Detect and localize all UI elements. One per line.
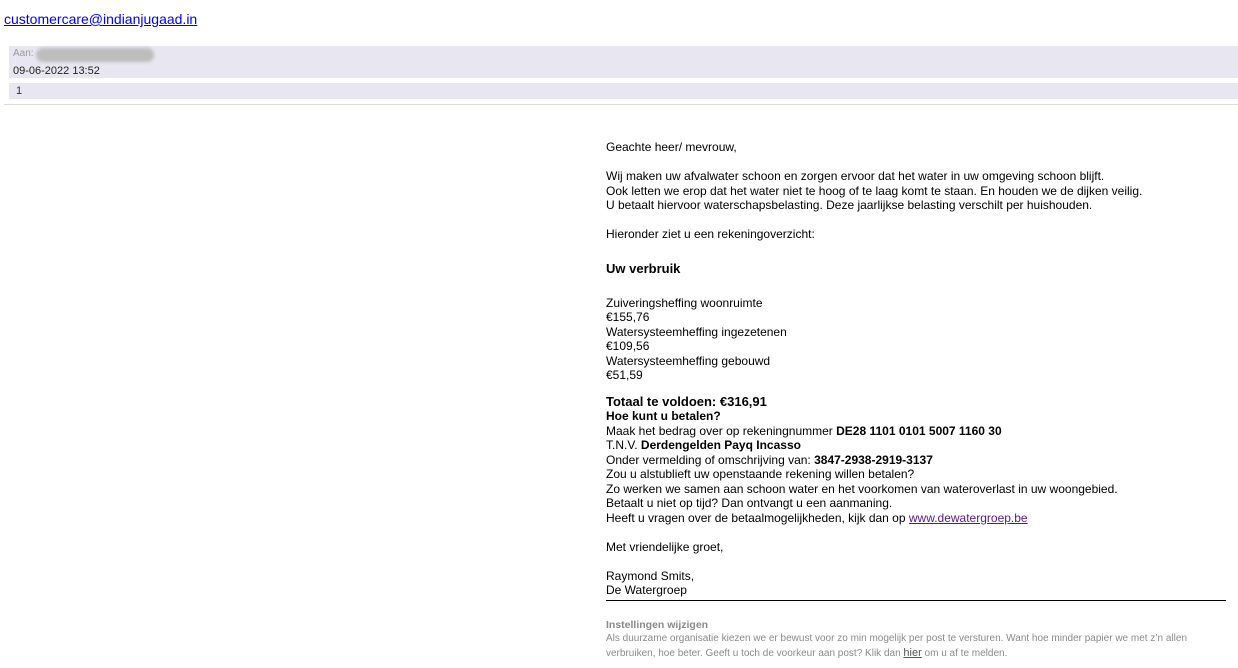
intro-line-3: U betaalt hiervoor waterschapsbelasting. Deze jaarlijkse belasting verschilt per huishouden. — [606, 198, 1093, 212]
intro-line-1: Wij maken uw afvalwater schoon en zorgen ervoor dat het water in uw omgeving schoon blijft. — [606, 169, 1105, 183]
closing: Met vriendelijke groet, — [606, 539, 724, 554]
tnv-line: T.N.V. Derdengelden Payq Incasso — [606, 438, 801, 452]
pay-request: Zou u alstublieft uw openstaande rekening willen betalen? — [606, 467, 915, 481]
late-line: Betaalt u niet op tijd? Dan ontvangt u een aanmaning. — [606, 496, 893, 510]
item-label: Watersysteemheffing gebouwd — [606, 353, 771, 368]
signer-name: Raymond Smits, — [606, 568, 695, 583]
iban-line: Maak het bedrag over op rekeningnummer DE28 1101 0101 5007 1160 30 — [606, 423, 1002, 438]
website-link[interactable]: www.dewatergroep.be — [908, 510, 1028, 525]
questions-line: Heeft u vragen over de betaalmogelijkheden, kijk dan op www.dewatergroep.be — [606, 510, 1028, 525]
total-amount: Totaal te voldoen: €316,91 — [606, 393, 767, 409]
footer — [606, 618, 1226, 661]
sender-email-link[interactable]: customercare@indianjugaad.in — [4, 11, 198, 27]
attachment-count[interactable]: 1 — [16, 85, 23, 97]
email-body — [606, 140, 1226, 598]
item-amount: €109,56 — [606, 339, 650, 353]
usage-heading: Uw verbruik — [606, 261, 681, 276]
signer-org: De Watergroep — [606, 583, 687, 597]
footer-title: Instellingen wijzigen — [606, 619, 709, 631]
intro-line-2: Ook letten we erop dat het water niet te hoog of te laag komt te staan. En houden we de dijken veilig. — [606, 183, 1143, 198]
item-label: Zuiveringsheffing woonruimte — [606, 295, 763, 310]
payment-reference: 3847-2938-2919-3137 — [814, 452, 933, 467]
account-holder: Derdengelden Payq Incasso — [640, 438, 801, 452]
to-label: Aan: — [13, 48, 34, 59]
iban-number: DE28 1101 0101 5007 1160 30 — [836, 423, 1002, 438]
attachment-band — [9, 83, 1238, 99]
sent-date: 09-06-2022 13:52 — [13, 65, 100, 77]
unsubscribe-link[interactable]: hier — [903, 647, 922, 659]
item-amount: €51,59 — [606, 368, 643, 382]
overview-intro: Hieronder ziet u een rekeningoverzicht: — [606, 227, 815, 241]
redacted-recipient — [36, 48, 154, 62]
signature-divider — [606, 600, 1226, 601]
together-line: Zo werken we samen aan schoon water en het voorkomen van wateroverlast in uw woongebied. — [606, 481, 1118, 496]
footer-text: Als duurzame organisatie kiezen we er bewust voor zo min mogelijk per post te versturen. Want hoe minder papier we met z’n allen verbruiken, hoe beter. Geeft u toch de voorkeur aan post? Klik dan hier om u af te melden. — [606, 633, 1188, 659]
item-amount: €155,76 — [606, 310, 650, 324]
how-to-pay: Hoe kunt u betalen? — [606, 409, 721, 423]
recipient-date-band — [9, 46, 1238, 78]
header-divider — [4, 104, 1238, 105]
reference-line: Onder vermelding of omschrijving van: 3847-2938-2919-3137 — [606, 452, 933, 467]
greeting: Geachte heer/ mevrouw, — [606, 140, 737, 154]
item-label: Watersysteemheffing ingezetenen — [606, 324, 787, 339]
